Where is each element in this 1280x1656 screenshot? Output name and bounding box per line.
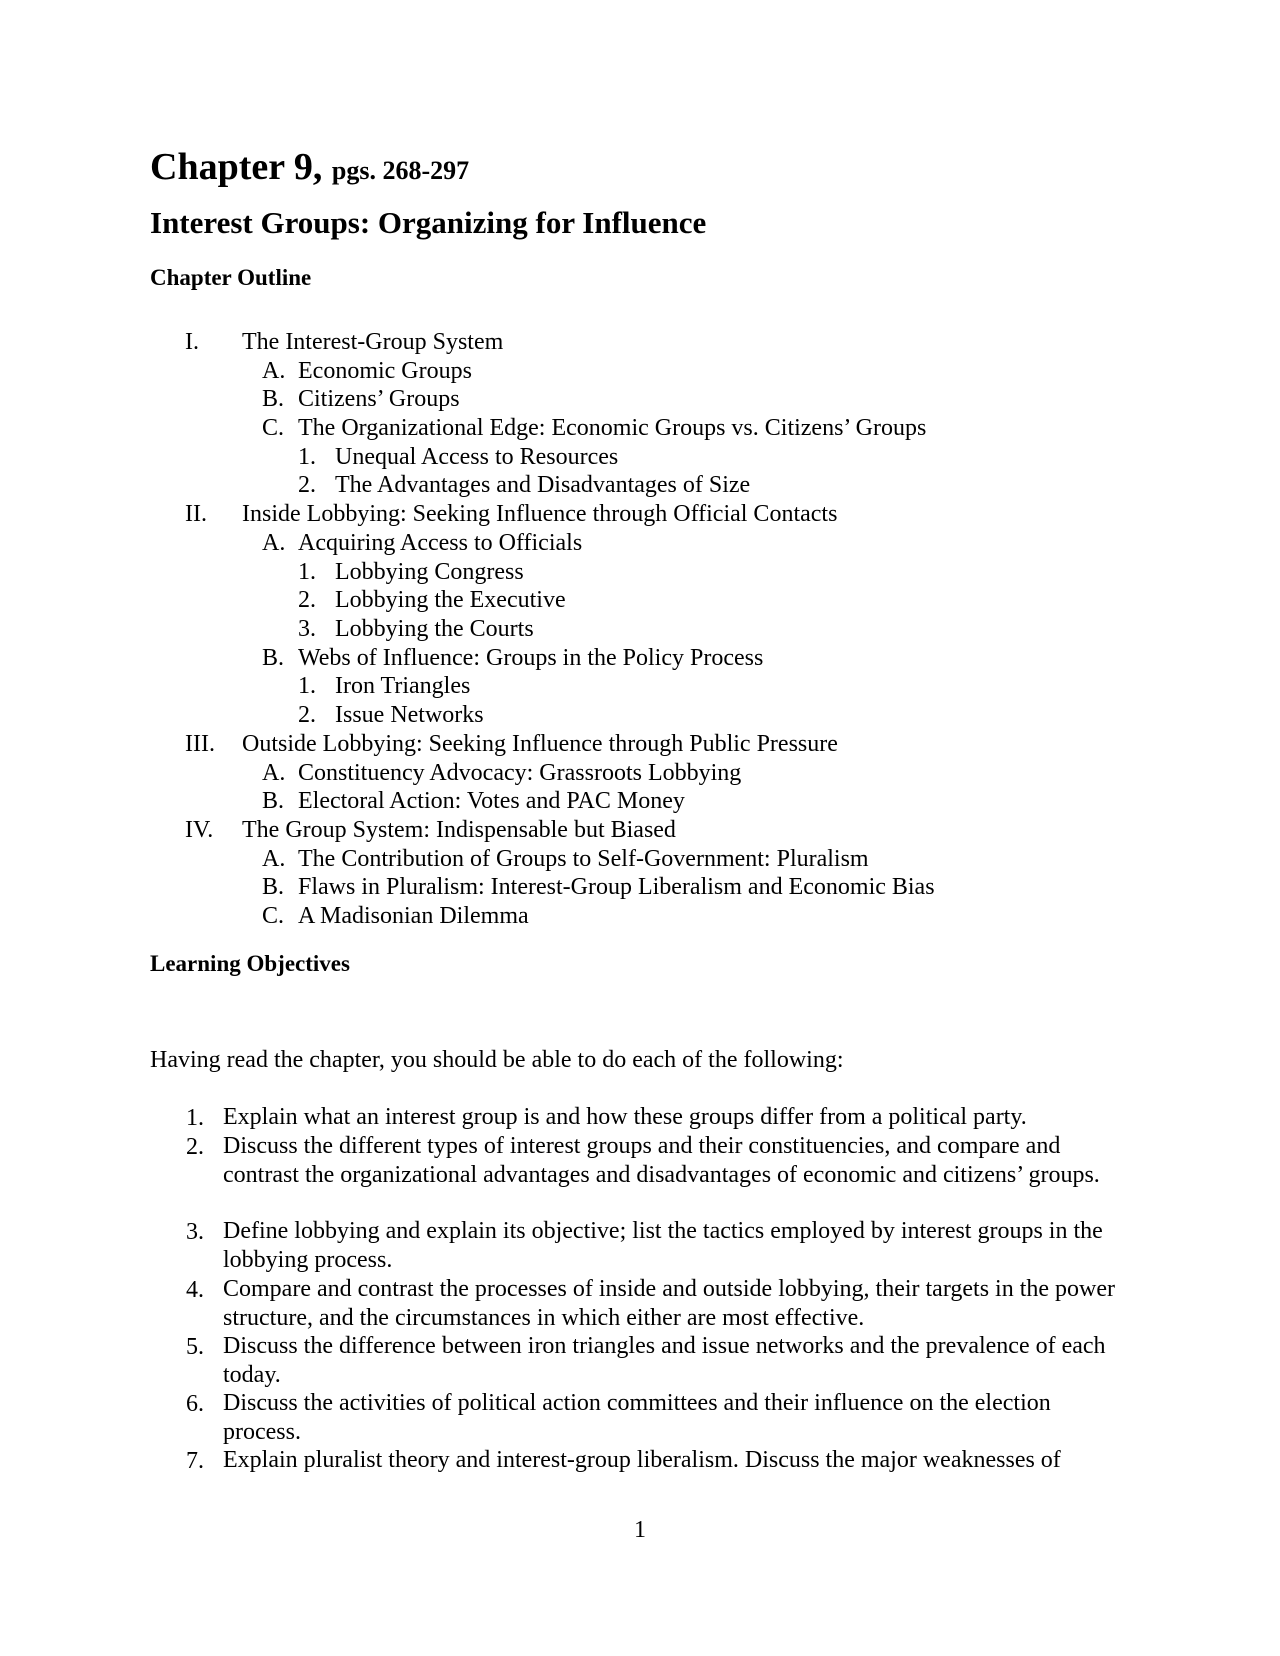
outline-subsection-number: A. [262, 530, 286, 556]
outline-topic-number: 1. [298, 444, 316, 470]
objective-number: 3. [186, 1219, 204, 1245]
outline-subsection-label: Economic Groups [298, 358, 472, 384]
page-range: pgs. 268-297 [331, 156, 470, 185]
outline-subsection-label: Acquiring Access to Officials [298, 530, 583, 556]
objective-text: Explain pluralist theory and interest-group liberalism. Discuss the major weaknesses of [223, 1447, 1061, 1473]
objective-text: Define lobbying and explain its objective; list the tactics employed by interest groups in the lobbying process. [223, 1218, 1103, 1273]
objective-number: 2. [186, 1134, 204, 1160]
outline-topic-number: 1. [298, 559, 316, 585]
outline-subsection-number: B. [262, 788, 285, 814]
objectives-intro: Having read the chapter, you should be able to do each of the following: [150, 1047, 844, 1073]
outline-subsection-label: The Organizational Edge: Economic Groups vs. Citizens’ Groups [298, 415, 927, 441]
outline-subsection-number: B. [262, 645, 285, 671]
outline-section-number: IV. [185, 817, 214, 843]
outline-subsection-number: C. [262, 415, 285, 441]
outline-section-number: I. [185, 329, 199, 355]
outline-subsection-label: The Contribution of Groups to Self-Government: Pluralism [298, 846, 869, 872]
outline-topic-number: 2. [298, 702, 316, 728]
outline-subsection-label: Electoral Action: Votes and PAC Money [298, 788, 685, 814]
outline-topic-number: 3. [298, 616, 316, 642]
outline-topic-number: 1. [298, 673, 316, 699]
outline-topic-label: Issue Networks [335, 702, 484, 728]
outline-topic-label: The Advantages and Disadvantages of Size [335, 472, 751, 498]
outline-subsection-label: A Madisonian Dilemma [298, 903, 529, 929]
outline-topic-label: Iron Triangles [335, 673, 471, 699]
objective-number: 1. [186, 1105, 204, 1131]
outline-subsection-number: B. [262, 874, 285, 900]
objective-text: Discuss the different types of interest groups and their constituencies, and compare and contrast the organizational advantages and disadvantages of economic and citizens’ groups. [223, 1133, 1100, 1188]
outline-section-label: The Group System: Indispensable but Biased [242, 817, 676, 843]
chapter-title: Chapter 9, pgs. 268-297 [150, 146, 470, 188]
outline-topic-label: Unequal Access to Resources [335, 444, 619, 470]
outline-section-label: Outside Lobbying: Seeking Influence through Public Pressure [242, 731, 838, 757]
outline-subsection-label: Flaws in Pluralism: Interest-Group Liberalism and Economic Bias [298, 874, 935, 900]
outline-subsection-number: A. [262, 846, 286, 872]
objective-number: 5. [186, 1334, 204, 1360]
outline-subsection-label: Webs of Influence: Groups in the Policy Process [298, 645, 764, 671]
outline-section-number: III. [185, 731, 215, 757]
outline-subsection-label: Constituency Advocacy: Grassroots Lobbying [298, 760, 742, 786]
outline-section-number: II. [185, 501, 207, 527]
objective-text: Discuss the activities of political action committees and their influence on the election process. [223, 1390, 1051, 1445]
objective-number: 7. [186, 1448, 204, 1474]
outline-subsection-number: A. [262, 760, 286, 786]
outline-subsection-number: B. [262, 386, 285, 412]
outline-subsection-label: Citizens’ Groups [298, 386, 460, 412]
objective-text: Compare and contrast the processes of inside and outside lobbying, their targets in the power structure, and the circumstances in which either are most effective. [223, 1276, 1116, 1331]
outline-topic-label: Lobbying Congress [335, 559, 524, 585]
outline-section-label: Inside Lobbying: Seeking Influence through Official Contacts [242, 501, 838, 527]
objective-number: 6. [186, 1391, 204, 1417]
objectives-heading: Learning Objectives [150, 951, 350, 976]
chapter-subtitle: Interest Groups: Organizing for Influence [150, 205, 707, 240]
outline-topic-number: 2. [298, 472, 316, 498]
objective-text: Discuss the difference between iron triangles and issue networks and the prevalence of each today. [223, 1333, 1106, 1388]
objective-text: Explain what an interest group is and how these groups differ from a political party. [223, 1104, 1027, 1130]
outline-topic-label: Lobbying the Courts [335, 616, 534, 642]
outline-section-label: The Interest-Group System [242, 329, 504, 355]
objective-number: 4. [186, 1277, 204, 1303]
outline-topic-number: 2. [298, 587, 316, 613]
outline-heading: Chapter Outline [150, 265, 312, 290]
outline-subsection-number: A. [262, 358, 286, 384]
outline-topic-label: Lobbying the Executive [335, 587, 566, 613]
outline-subsection-number: C. [262, 903, 285, 929]
page-number: 1 [634, 1517, 646, 1543]
